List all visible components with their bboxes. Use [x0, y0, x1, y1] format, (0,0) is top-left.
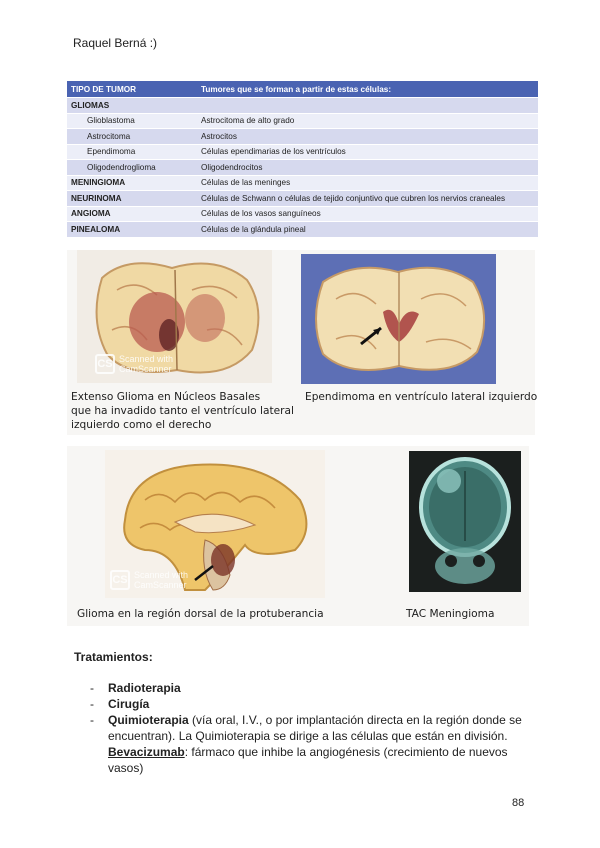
table-row	[67, 222, 538, 238]
treatment-radioterapia: Radioterapia	[108, 681, 181, 695]
tumor-name: NEURINOMA	[67, 191, 197, 207]
tumor-name: Astrocitoma	[67, 129, 197, 145]
table-row	[67, 175, 538, 191]
ct-scan-meningioma	[409, 451, 521, 592]
tumor-cells: Células de la glándula pineal	[197, 222, 538, 238]
caption-ependymoma: Ependimoma en ventrículo lateral izquierdo	[305, 391, 538, 403]
list-dash: -	[90, 713, 94, 727]
camscanner-logo-icon: CS	[110, 570, 130, 590]
bevacizumab-description: : fármaco que inhibe la angiogénesis (crecimiento de nuevos vasos)	[108, 745, 508, 775]
tumor-cells: Astrocitoma de alto grado	[197, 113, 538, 129]
tumor-name: Glioblastoma	[67, 113, 197, 129]
tumor-cells: Células ependimarias de los ventrículos	[197, 144, 538, 160]
camscanner-logo-icon: CS	[95, 354, 115, 374]
tumor-name: Oligodendroglioma	[67, 160, 197, 176]
watermark-line1: Scanned with	[119, 354, 174, 364]
brain-sagittal-photo-glioma	[105, 450, 325, 598]
table-row	[67, 160, 538, 176]
tumor-name: ANGIOMA	[67, 206, 197, 222]
camscanner-watermark	[95, 354, 173, 374]
brain-coronal-photo-ependymoma	[301, 254, 496, 384]
list-item	[90, 680, 530, 696]
list-dash: -	[90, 681, 94, 695]
lower-figure-block	[67, 446, 529, 626]
tumor-cells: Células de los vasos sanguíneos	[197, 206, 538, 222]
list-dash: -	[90, 697, 94, 711]
tumor-cells: Oligodendrocitos	[197, 160, 538, 176]
upper-figure-block	[67, 250, 538, 435]
table-row	[67, 144, 538, 160]
caption-glioma-protuberance: Glioma en la región dorsal de la protuberancia	[77, 608, 324, 620]
tumor-cells	[197, 98, 538, 114]
tumor-name: GLIOMAS	[67, 98, 197, 114]
bevacizumab-label: Bevacizumab	[108, 745, 185, 759]
treatments-list	[90, 680, 530, 776]
table-row	[67, 129, 538, 145]
table-row	[67, 206, 538, 222]
tumor-name: Ependimoma	[67, 144, 197, 160]
treatment-cirugia: Cirugía	[108, 697, 150, 711]
tumor-cells: Células de Schwann o células de tejido conjuntivo que cubren los nervios craneales	[197, 191, 538, 207]
tumor-cells: Astrocitos	[197, 129, 538, 145]
tumor-table	[67, 81, 538, 238]
treatment-quimioterapia	[108, 712, 530, 776]
caption-glioma-basal-text: Extenso Glioma en Núcleos Basales que ha invadido tanto el ventrículo lateral izquierdo como el derecho	[71, 391, 294, 431]
header-tumor-type: TIPO DE TUMOR	[67, 81, 197, 98]
caption-ct-meningioma: TAC Meningioma	[406, 608, 495, 620]
quimioterapia-label: Quimioterapia	[108, 713, 189, 727]
table-row	[67, 113, 538, 129]
table-row	[67, 191, 538, 207]
list-item	[90, 696, 530, 712]
author-name: Raquel Berná :)	[73, 36, 158, 50]
page-number: 88	[512, 797, 525, 809]
brain-coronal-photo-glioma	[77, 250, 272, 383]
header-cell-origin: Tumores que se forman a partir de estas células:	[197, 81, 538, 98]
watermark-line2: CamScanner	[134, 580, 187, 590]
treatments-title: Tratamientos:	[74, 650, 153, 664]
table-header-row	[67, 81, 538, 98]
tumor-cells: Células de las meninges	[197, 175, 538, 191]
caption-glioma-basal	[71, 390, 311, 432]
tumor-name: PINEALOMA	[67, 222, 197, 238]
quimioterapia-description: (vía oral, I.V., o por implantación directa en la región donde se encuentran). La Quimioterapia se dirige a las células que están en división.	[108, 713, 522, 743]
table-row	[67, 98, 538, 114]
list-item	[90, 712, 530, 776]
watermark-line2: CamScanner	[119, 364, 172, 374]
tumor-name: MENINGIOMA	[67, 175, 197, 191]
camscanner-watermark	[110, 570, 188, 590]
watermark-line1: Scanned with	[134, 570, 189, 580]
